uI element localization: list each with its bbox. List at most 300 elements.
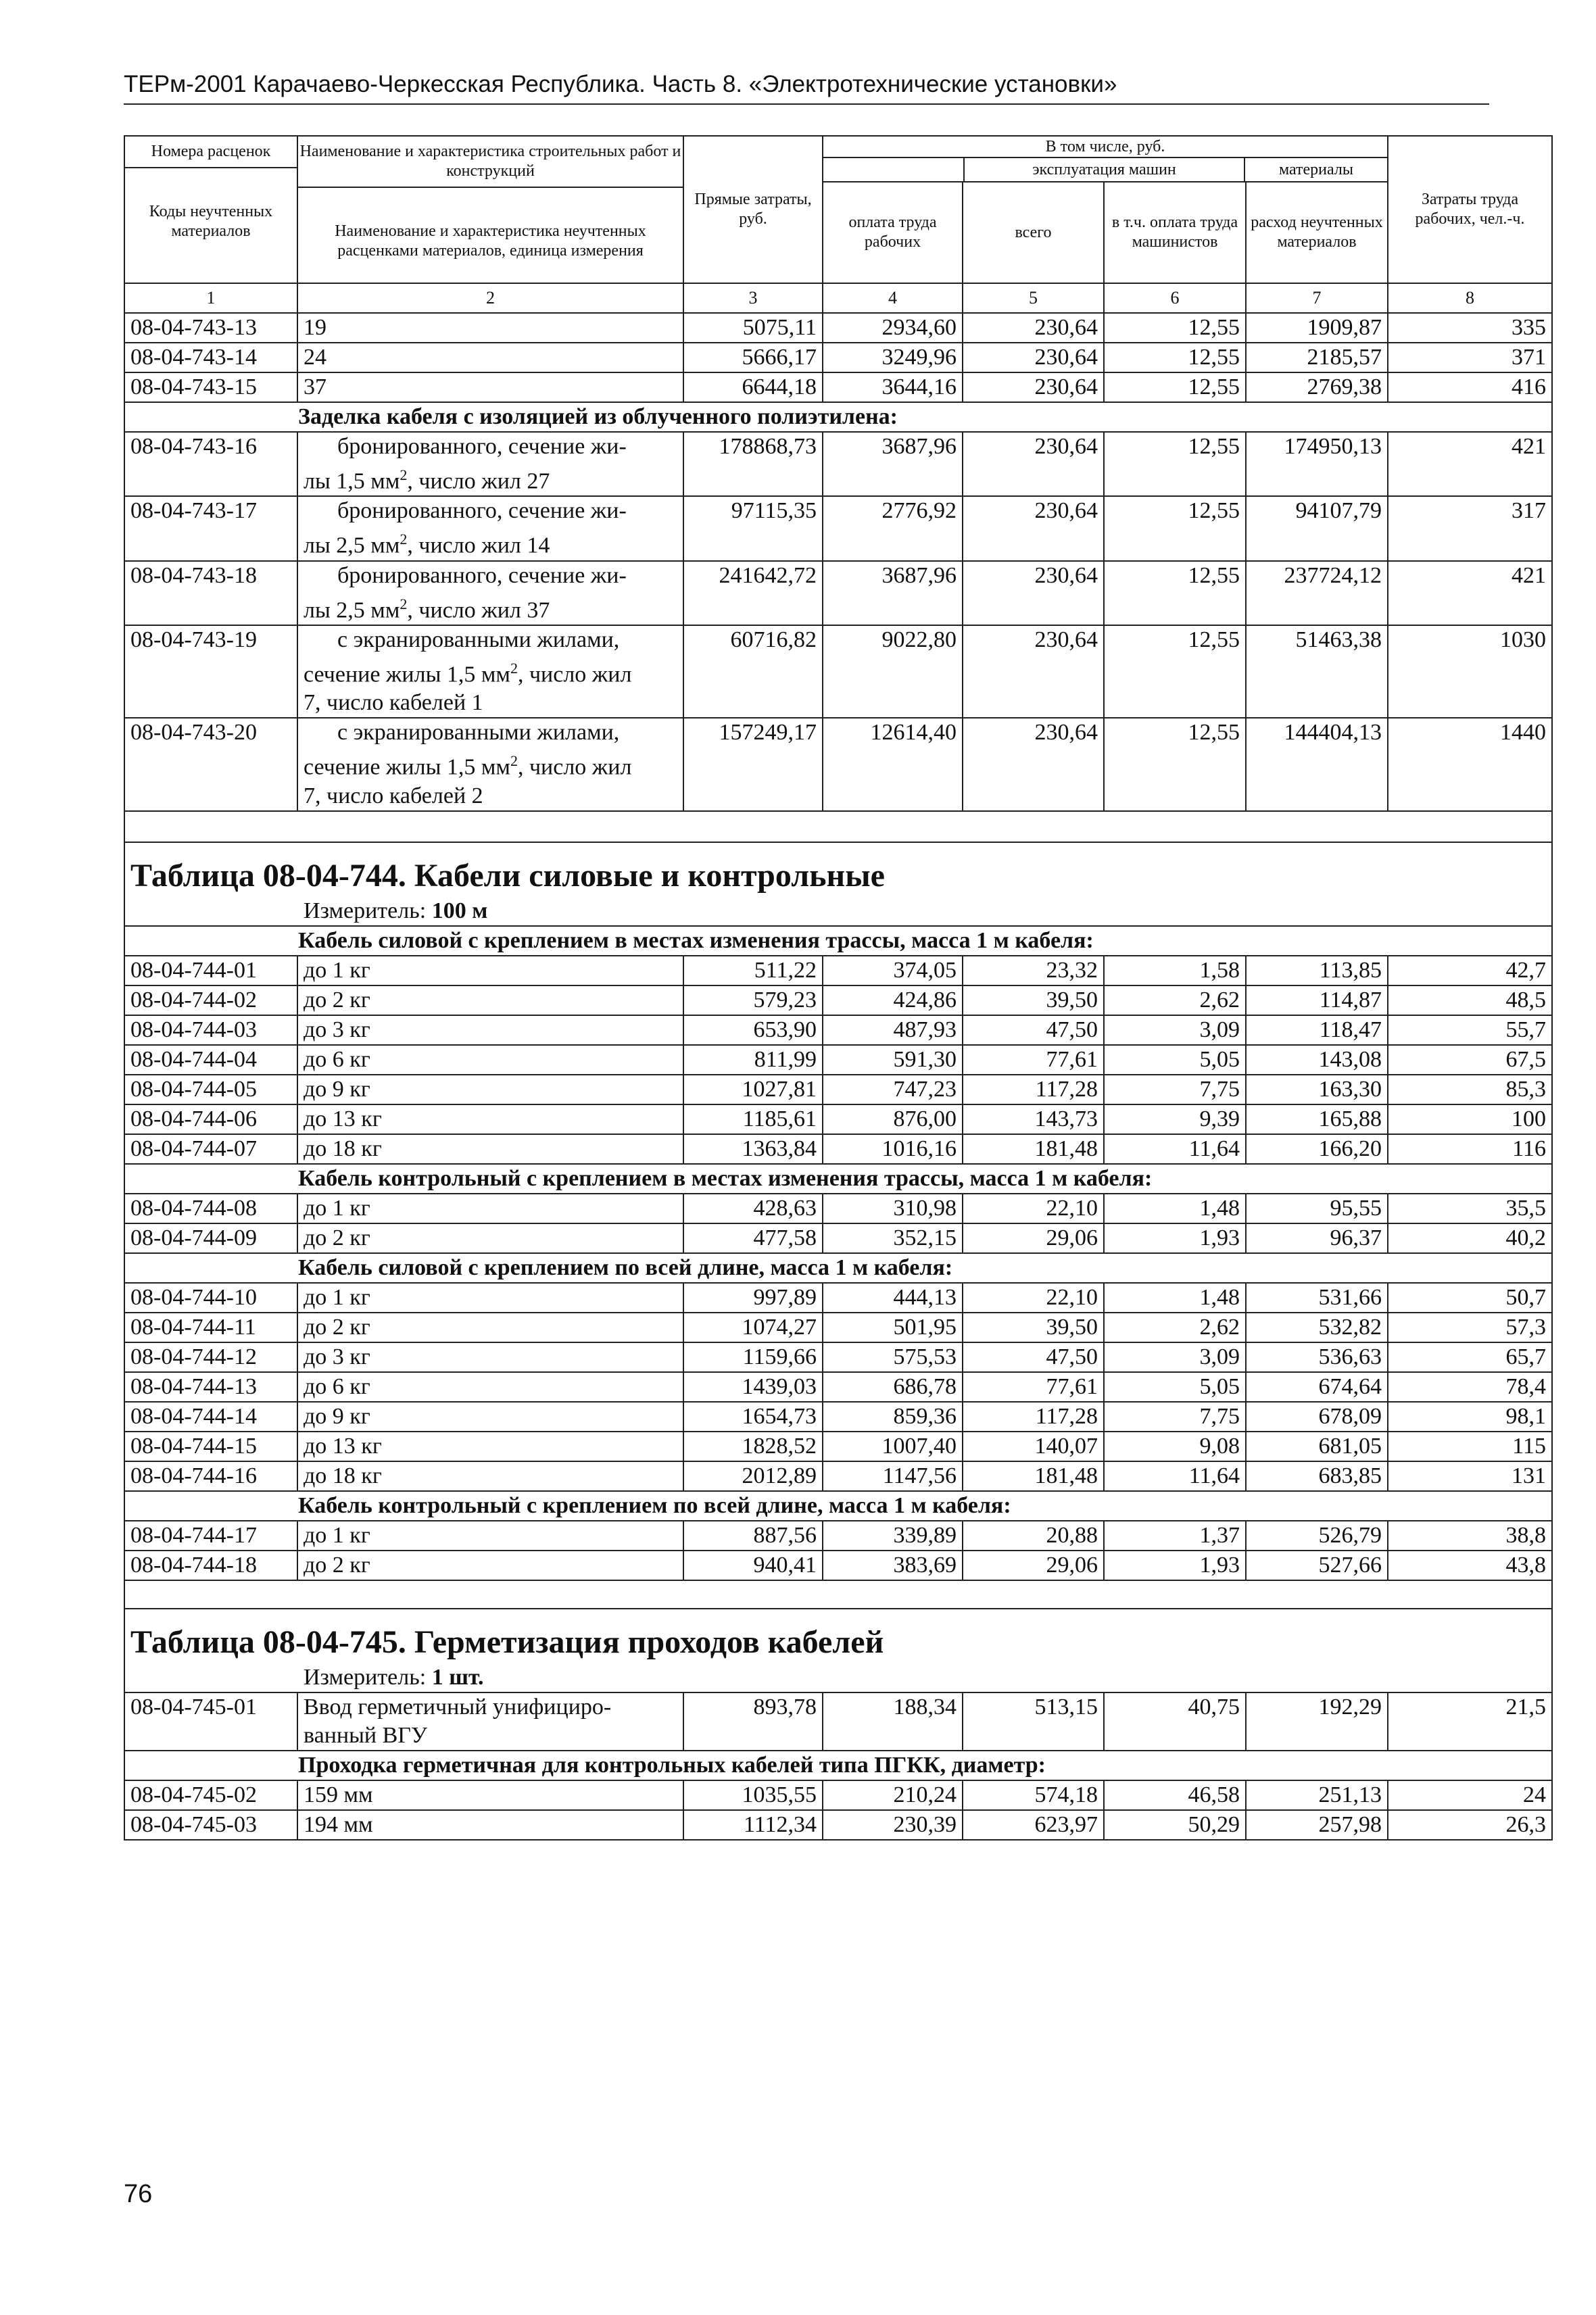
value-cell: 1,48 [1104, 1283, 1246, 1313]
measure [130, 897, 1546, 925]
rate-code: 08-04-743-16 [124, 432, 297, 496]
rate-name: до 9 кг [297, 1402, 683, 1432]
rate-name: до 6 кг [297, 1045, 683, 1075]
rate-name-line [304, 747, 677, 781]
rate-code: 08-04-744-15 [124, 1432, 297, 1461]
table-row [124, 1313, 1552, 1342]
col-header-machines: эксплуатация машин [963, 158, 1244, 181]
value-cell: 575,53 [823, 1342, 963, 1372]
value-cell: 1,48 [1104, 1194, 1246, 1223]
rate-name [297, 561, 683, 625]
table-row [124, 1461, 1552, 1491]
value-cell: 579,23 [683, 985, 823, 1015]
value-cell: 683,85 [1246, 1461, 1388, 1491]
rate-name-part: , число жил 27 [407, 468, 550, 494]
value-cell: 421 [1388, 561, 1552, 625]
rate-code: 08-04-743-14 [124, 343, 297, 372]
rate-name: до 18 кг [297, 1134, 683, 1164]
value-cell: 1440 [1388, 718, 1552, 810]
rate-code: 08-04-745-01 [124, 1692, 297, 1751]
value-cell: 144404,13 [1246, 718, 1388, 810]
rate-name: до 2 кг [297, 1551, 683, 1580]
table-row [124, 718, 1552, 810]
value-cell: 3249,96 [823, 343, 963, 372]
value-cell: 230,64 [963, 343, 1104, 372]
value-cell: 50,29 [1104, 1810, 1246, 1840]
value-cell: 230,64 [963, 313, 1104, 343]
value-cell: 653,90 [683, 1015, 823, 1045]
col-num: 6 [1104, 283, 1246, 313]
value-cell: 114,87 [1246, 985, 1388, 1015]
rate-code: 08-04-743-15 [124, 372, 297, 402]
value-cell: 21,5 [1388, 1692, 1552, 1751]
rate-code: 08-04-744-02 [124, 985, 297, 1015]
rate-code: 08-04-743-18 [124, 561, 297, 625]
value-cell: 97115,35 [683, 496, 823, 560]
value-cell: 181,48 [963, 1461, 1104, 1491]
rate-name-line: бронированного, сечение жи- [337, 498, 627, 524]
value-cell: 371 [1388, 343, 1552, 372]
rate-name-line: 7, число кабелей 1 [304, 690, 483, 716]
value-cell: 46,58 [1104, 1780, 1246, 1810]
value-cell: 77,61 [963, 1372, 1104, 1402]
value-cell: 230,64 [963, 372, 1104, 402]
value-cell: 997,89 [683, 1283, 823, 1313]
superscript: 2 [400, 531, 408, 548]
col-num: 1 [124, 283, 297, 313]
rate-name: до 13 кг [297, 1432, 683, 1461]
value-cell: 428,63 [683, 1194, 823, 1223]
rate-name: до 9 кг [297, 1075, 683, 1104]
value-cell: 574,18 [963, 1780, 1104, 1810]
rate-name [297, 1692, 683, 1751]
value-cell: 859,36 [823, 1402, 963, 1432]
rate-code: 08-04-743-19 [124, 625, 297, 718]
value-cell: 513,15 [963, 1692, 1104, 1751]
col-header-direct-costs: Прямые затраты, руб. [683, 136, 823, 283]
value-cell: 2,62 [1104, 985, 1246, 1015]
section-row [124, 926, 1552, 956]
rate-name: до 3 кг [297, 1015, 683, 1045]
value-cell: 230,64 [963, 625, 1104, 718]
value-cell: 876,00 [823, 1104, 963, 1134]
table-row [124, 1342, 1552, 1372]
col-header-incl [823, 136, 1388, 182]
value-cell: 2776,92 [823, 496, 963, 560]
table-row [124, 432, 1552, 496]
table-row [124, 1372, 1552, 1402]
value-cell: 536,63 [1246, 1342, 1388, 1372]
value-cell: 96,37 [1246, 1223, 1388, 1253]
value-cell: 40,2 [1388, 1223, 1552, 1253]
value-cell: 1363,84 [683, 1134, 823, 1164]
rate-name-line [304, 461, 677, 495]
value-cell: 166,20 [1246, 1134, 1388, 1164]
rate-name-line: ванный ВГУ [304, 1722, 428, 1748]
rate-code: 08-04-744-14 [124, 1402, 297, 1432]
value-cell: 5666,17 [683, 343, 823, 372]
value-cell: 5,05 [1104, 1372, 1246, 1402]
value-cell: 100 [1388, 1104, 1552, 1134]
section-heading: Проходка герметичная для контрольных кабелей типа ПГКК, диаметр: [124, 1751, 1552, 1780]
value-cell: 65,7 [1388, 1342, 1552, 1372]
rate-name-line [304, 654, 677, 689]
col-num: 2 [297, 283, 683, 313]
rate-name [297, 496, 683, 560]
rate-name: 159 мм [297, 1780, 683, 1810]
value-cell: 9022,80 [823, 625, 963, 718]
value-cell: 2934,60 [823, 313, 963, 343]
value-cell: 1007,40 [823, 1432, 963, 1461]
rate-name-line: бронированного, сечение жи- [337, 434, 627, 459]
rate-name: до 2 кг [297, 1223, 683, 1253]
section-row [124, 1253, 1552, 1283]
rate-name-line: с экранированными жилами, [337, 720, 620, 746]
value-cell: 1,37 [1104, 1521, 1246, 1551]
value-cell: 67,5 [1388, 1045, 1552, 1075]
col-header-names [297, 136, 683, 283]
value-cell: 143,08 [1246, 1045, 1388, 1075]
value-cell: 2012,89 [683, 1461, 823, 1491]
col-num: 4 [823, 283, 963, 313]
superscript: 2 [510, 659, 518, 677]
rate-name-line: бронированного, сечение жи- [337, 562, 627, 588]
value-cell: 678,09 [1246, 1402, 1388, 1432]
col-header-labor: Затраты труда рабочих, чел.-ч. [1388, 136, 1552, 283]
measure-label: Измеритель: [304, 1664, 432, 1690]
value-cell: 50,7 [1388, 1283, 1552, 1313]
section-row [124, 1491, 1552, 1521]
table-row [124, 1810, 1552, 1840]
table-title-row [124, 842, 1552, 926]
value-cell: 1654,73 [683, 1402, 823, 1432]
value-cell: 591,30 [823, 1045, 963, 1075]
value-cell: 230,64 [963, 432, 1104, 496]
rate-name-line: Ввод герметичный унифициро- [304, 1694, 612, 1720]
value-cell: 98,1 [1388, 1402, 1552, 1432]
rate-name: до 6 кг [297, 1372, 683, 1402]
value-cell: 674,64 [1246, 1372, 1388, 1402]
value-cell: 1016,16 [823, 1134, 963, 1164]
value-cell: 94107,79 [1246, 496, 1388, 560]
rate-code: 08-04-744-18 [124, 1551, 297, 1580]
rate-name-part: , число жил [517, 662, 632, 687]
col-num: 7 [1246, 283, 1388, 313]
value-cell: 681,05 [1246, 1432, 1388, 1461]
value-cell: 310,98 [823, 1194, 963, 1223]
value-cell: 143,73 [963, 1104, 1104, 1134]
value-cell: 12,55 [1104, 313, 1246, 343]
table-row [124, 956, 1552, 985]
col-header-material-usage: расход неучтенных материалов [1246, 182, 1388, 283]
value-cell: 47,50 [963, 1015, 1104, 1045]
measure [130, 1663, 1546, 1692]
rate-name: до 1 кг [297, 1283, 683, 1313]
rate-name [297, 718, 683, 810]
value-cell: 230,64 [963, 718, 1104, 810]
value-cell: 48,5 [1388, 985, 1552, 1015]
rate-name-part: сечение жилы 1,5 мм [304, 754, 510, 780]
value-cell: 477,58 [683, 1223, 823, 1253]
value-cell: 501,95 [823, 1313, 963, 1342]
rate-code: 08-04-745-02 [124, 1780, 297, 1810]
value-cell: 416 [1388, 372, 1552, 402]
section-heading: Заделка кабеля с изоляцией из облученного полиэтилена: [124, 402, 1552, 432]
value-cell: 230,64 [963, 496, 1104, 560]
col-header-incl-label: В том числе, руб. [823, 137, 1387, 158]
spacer [124, 1580, 1552, 1609]
rate-name: до 1 кг [297, 1194, 683, 1223]
value-cell: 241642,72 [683, 561, 823, 625]
value-cell: 3644,16 [823, 372, 963, 402]
rate-name-part: сечение жилы 1,5 мм [304, 662, 510, 687]
table-row [124, 1104, 1552, 1134]
rate-name-line [304, 525, 677, 560]
value-cell: 117,28 [963, 1402, 1104, 1432]
table-row [124, 1015, 1552, 1045]
rate-name [297, 625, 683, 718]
value-cell: 42,7 [1388, 956, 1552, 985]
rate-name: 37 [297, 372, 683, 402]
value-cell: 2,62 [1104, 1313, 1246, 1342]
superscript: 2 [400, 466, 408, 483]
table-row [124, 1045, 1552, 1075]
value-cell: 24 [1388, 1780, 1552, 1810]
value-cell: 12,55 [1104, 561, 1246, 625]
value-cell: 40,75 [1104, 1692, 1246, 1751]
value-cell: 12,55 [1104, 372, 1246, 402]
value-cell: 487,93 [823, 1015, 963, 1045]
rate-code: 08-04-744-10 [124, 1283, 297, 1313]
value-cell: 1159,66 [683, 1342, 823, 1372]
section-heading: Кабель контрольный с креплением в местах изменения трассы, масса 1 м кабеля: [124, 1164, 1552, 1194]
col-header-rates: Номера расценок [125, 142, 297, 168]
value-cell: 85,3 [1388, 1075, 1552, 1104]
rate-name-part: лы 2,5 мм [304, 533, 400, 558]
value-cell: 352,15 [823, 1223, 963, 1253]
rate-name-line: с экранированными жилами, [337, 627, 620, 652]
col-header-work-name: Наименование и характеристика строительных работ и конструкций [298, 142, 683, 188]
rate-name-part: лы 2,5 мм [304, 597, 400, 623]
rate-code: 08-04-744-11 [124, 1313, 297, 1342]
rate-name: до 1 кг [297, 956, 683, 985]
value-cell: 115 [1388, 1432, 1552, 1461]
value-cell: 55,7 [1388, 1015, 1552, 1045]
value-cell: 1,93 [1104, 1223, 1246, 1253]
value-cell: 181,48 [963, 1134, 1104, 1164]
table-row [124, 1692, 1552, 1751]
rate-name: до 2 кг [297, 985, 683, 1015]
value-cell: 38,8 [1388, 1521, 1552, 1551]
value-cell: 3,09 [1104, 1015, 1246, 1045]
rate-name-part: , число жил [517, 754, 632, 780]
col-header-material-codes: Коды неучтенных материалов [149, 203, 273, 240]
rate-code: 08-04-744-04 [124, 1045, 297, 1075]
superscript: 2 [510, 752, 518, 770]
rate-code: 08-04-743-17 [124, 496, 297, 560]
table-title: Таблица 08-04-745. Герметизация проходов кабелей [130, 1624, 884, 1660]
rate-code: 08-04-744-08 [124, 1194, 297, 1223]
rate-name: до 3 кг [297, 1342, 683, 1372]
value-cell: 1030 [1388, 625, 1552, 718]
section-row [124, 1164, 1552, 1194]
rate-name: 19 [297, 313, 683, 343]
value-cell: 511,22 [683, 956, 823, 985]
value-cell: 531,66 [1246, 1283, 1388, 1313]
rate-name: до 18 кг [297, 1461, 683, 1491]
spacer [124, 811, 1552, 842]
spacer-row [124, 811, 1552, 842]
value-cell: 747,23 [823, 1075, 963, 1104]
rate-name-line: 7, число кабелей 2 [304, 783, 483, 808]
value-cell: 257,98 [1246, 1810, 1388, 1840]
col-num: 3 [683, 283, 823, 313]
value-cell: 251,13 [1246, 1780, 1388, 1810]
value-cell: 188,34 [823, 1692, 963, 1751]
value-cell: 1,58 [1104, 956, 1246, 985]
rate-code: 08-04-744-16 [124, 1461, 297, 1491]
value-cell: 157249,17 [683, 718, 823, 810]
column-numbers-row [124, 283, 1552, 313]
col-header-materials: материалы [1244, 158, 1387, 181]
value-cell: 51463,38 [1246, 625, 1388, 718]
value-cell: 113,85 [1246, 956, 1388, 985]
table-title: Таблица 08-04-744. Кабели силовые и контрольные [130, 857, 885, 894]
value-cell: 131 [1388, 1461, 1552, 1491]
table-row [124, 1521, 1552, 1551]
value-cell: 60716,82 [683, 625, 823, 718]
rate-name-part: , число жил 14 [407, 533, 550, 558]
value-cell: 1439,03 [683, 1372, 823, 1402]
value-cell: 887,56 [683, 1521, 823, 1551]
value-cell: 20,88 [963, 1521, 1104, 1551]
measure-value: 100 м [431, 898, 488, 923]
measure-value: 1 шт. [431, 1664, 484, 1690]
col-header-machines-total: всего [963, 182, 1104, 283]
value-cell: 9,08 [1104, 1432, 1246, 1461]
rate-code: 08-04-744-17 [124, 1521, 297, 1551]
col-num: 8 [1388, 283, 1552, 313]
value-cell: 39,50 [963, 1313, 1104, 1342]
table-row [124, 625, 1552, 718]
table-row [124, 1075, 1552, 1104]
value-cell: 12,55 [1104, 625, 1246, 718]
value-cell: 210,24 [823, 1780, 963, 1810]
value-cell: 6644,18 [683, 372, 823, 402]
value-cell: 178868,73 [683, 432, 823, 496]
value-cell: 12,55 [1104, 718, 1246, 810]
value-cell: 57,3 [1388, 1313, 1552, 1342]
rate-code: 08-04-744-12 [124, 1342, 297, 1372]
value-cell: 7,75 [1104, 1075, 1246, 1104]
rate-name-part: , число жил 37 [407, 597, 550, 623]
value-cell: 339,89 [823, 1521, 963, 1551]
superscript: 2 [400, 595, 408, 612]
value-cell: 317 [1388, 496, 1552, 560]
rate-code: 08-04-744-01 [124, 956, 297, 985]
rate-name: до 13 кг [297, 1104, 683, 1134]
value-cell: 2185,57 [1246, 343, 1388, 372]
table-row [124, 1780, 1552, 1810]
table-row [124, 1283, 1552, 1313]
rate-name: 24 [297, 343, 683, 372]
rate-code: 08-04-744-07 [124, 1134, 297, 1164]
rate-name [297, 432, 683, 496]
col-header-codes [124, 136, 297, 283]
value-cell: 3687,96 [823, 432, 963, 496]
value-cell: 29,06 [963, 1551, 1104, 1580]
value-cell: 940,41 [683, 1551, 823, 1580]
value-cell: 1147,56 [823, 1461, 963, 1491]
value-cell: 9,39 [1104, 1104, 1246, 1134]
value-cell: 1185,61 [683, 1104, 823, 1134]
table-row [124, 1551, 1552, 1580]
header-row-1 [124, 136, 1552, 182]
col-header-wages: оплата труда рабочих [823, 182, 963, 283]
section-heading: Кабель силовой с креплением в местах изменения трассы, масса 1 м кабеля: [124, 926, 1552, 956]
value-cell: 532,82 [1246, 1313, 1388, 1342]
value-cell: 117,28 [963, 1075, 1104, 1104]
value-cell: 11,64 [1104, 1461, 1246, 1491]
value-cell: 421 [1388, 432, 1552, 496]
value-cell: 7,75 [1104, 1402, 1246, 1432]
value-cell: 3687,96 [823, 561, 963, 625]
value-cell: 77,61 [963, 1045, 1104, 1075]
rate-name: до 2 кг [297, 1313, 683, 1342]
value-cell: 174950,13 [1246, 432, 1388, 496]
section-heading: Кабель силовой с креплением по всей длине, масса 1 м кабеля: [124, 1253, 1552, 1283]
value-cell: 5075,11 [683, 313, 823, 343]
value-cell: 43,8 [1388, 1551, 1552, 1580]
rate-name: до 1 кг [297, 1521, 683, 1551]
col-header-machinist-wages: в т.ч. оплата труда машинистов [1104, 182, 1246, 283]
value-cell: 192,29 [1246, 1692, 1388, 1751]
value-cell: 1909,87 [1246, 313, 1388, 343]
value-cell: 1027,81 [683, 1075, 823, 1104]
rate-code: 08-04-744-09 [124, 1223, 297, 1253]
rate-code: 08-04-745-03 [124, 1810, 297, 1840]
rate-code: 08-04-744-13 [124, 1372, 297, 1402]
value-cell: 811,99 [683, 1045, 823, 1075]
value-cell: 140,07 [963, 1432, 1104, 1461]
rate-code: 08-04-744-06 [124, 1104, 297, 1134]
value-cell: 35,5 [1388, 1194, 1552, 1223]
rates-table [124, 135, 1553, 1841]
value-cell: 116 [1388, 1134, 1552, 1164]
table-row [124, 561, 1552, 625]
table-title-row [124, 1609, 1552, 1692]
table-row [124, 1402, 1552, 1432]
value-cell: 12,55 [1104, 496, 1246, 560]
value-cell: 165,88 [1246, 1104, 1388, 1134]
rate-code: 08-04-743-13 [124, 313, 297, 343]
table-title-cell [124, 1609, 1552, 1692]
table-row [124, 343, 1552, 372]
table-row [124, 985, 1552, 1015]
table-row [124, 1134, 1552, 1164]
measure-label: Измеритель: [304, 898, 432, 923]
spacer-row [124, 1580, 1552, 1609]
section-row [124, 402, 1552, 432]
value-cell: 26,3 [1388, 1810, 1552, 1840]
table-row [124, 1194, 1552, 1223]
value-cell: 1828,52 [683, 1432, 823, 1461]
rate-name-line [304, 590, 677, 625]
value-cell: 12,55 [1104, 343, 1246, 372]
value-cell: 5,05 [1104, 1045, 1246, 1075]
value-cell: 39,50 [963, 985, 1104, 1015]
value-cell: 11,64 [1104, 1134, 1246, 1164]
